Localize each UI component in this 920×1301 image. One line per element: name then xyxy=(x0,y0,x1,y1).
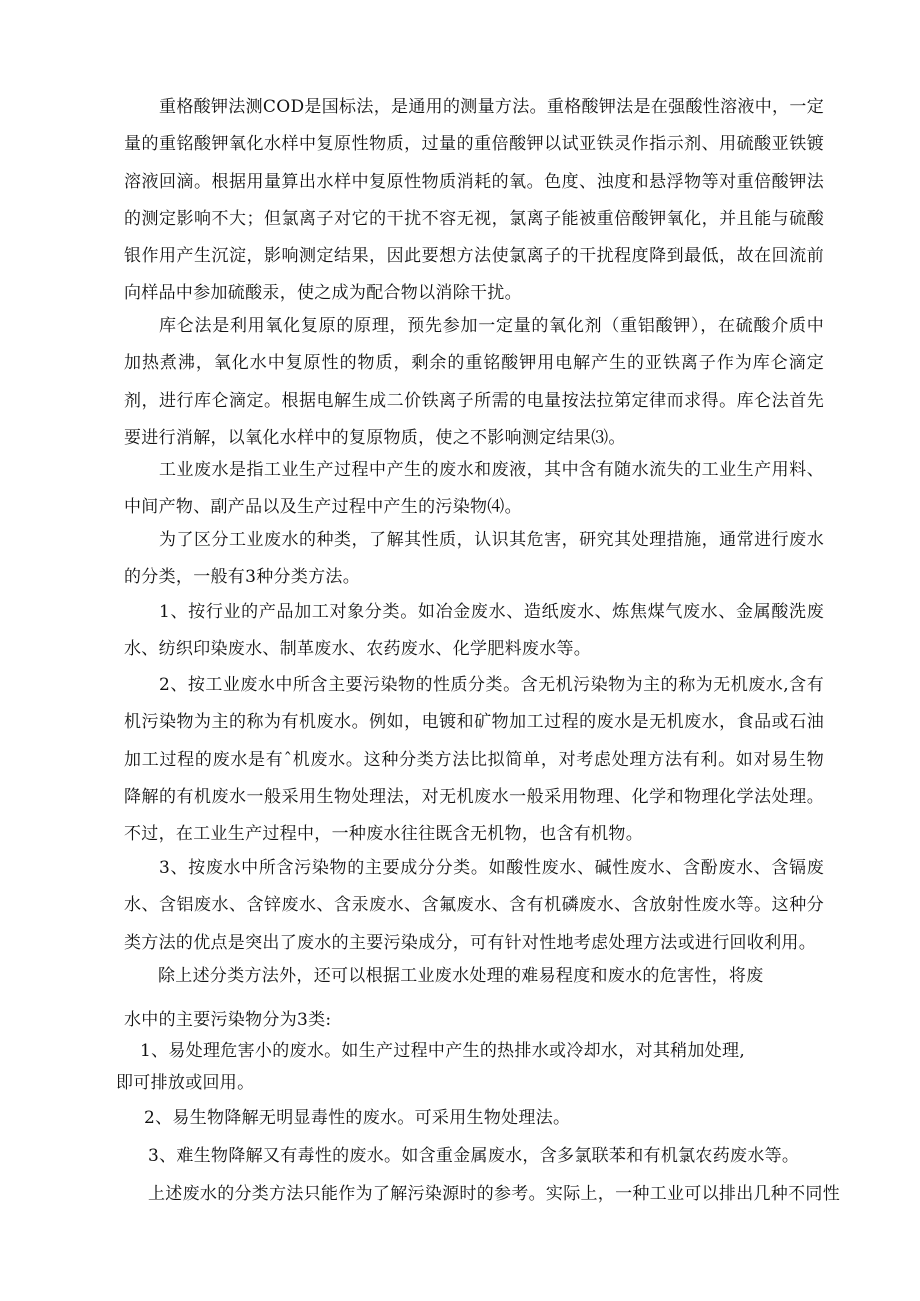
text-line: 3、难生物降解又有毒性的废水。如含重金属废水，含多氯联苯和有机氯农药废水等。 xyxy=(148,1146,800,1166)
text-line: 上述废水的分类方法只能作为了解污染源时的参考。实际上，一种工业可以排出几种不同性 xyxy=(148,1184,840,1204)
paragraph-cod-method: 重格酸钾法测COD是国标法，是通用的测量方法。重格酸钾法是在强酸性溶液中，一定量的重铭酸钾氧化水样中复原性物质，过量的重倍酸钾以试亚铁灵作指示剂、用硫酸亚铁镀溶液回滴。根据用量算出水样中复原性物质消耗的氧。色度、浊度和悬浮物等对重倍酸钾法的测定影响不大；但氯离子对它的干扰不容无视，氯离子能被重倍酸钾氧化，并且能与硫酸银作用产生沉淀，影响测定结果，因此要想方法使氯离子的干扰程度降到最低，故在回流前向样品中参加硫酸汞，使之成为配合物以消除干扰。 xyxy=(124,97,824,304)
paragraph-industrial-wastewater: 工业废水是指工业生产过程中产生的废水和废液，其中含有随水流失的工业生产用料、中间产物、副产品以及生产过程中产生的污染物⑷。 xyxy=(124,460,824,518)
text-line: 即可排放或回用。 xyxy=(116,1073,255,1093)
paragraph-classification-2: 2、按工业废水中所含主要污染物的性质分类。含无机污染物为主的称为无机废水,含有机污染物为主的称为有机废水。例如，电镀和矿物加工过程的废水是无机废水，食品或石油加工过程的废水是有ˆ机废水。这种分类方法比拟简单，对考虑处理方法有利。如对易生物降解的有机废水一般采用生物处理法，对无机废水一般采用物理、化学和物理化学法处理。不过，在工业生产过程中，一种废水往往既含无机物，也含有机物。 xyxy=(124,675,824,845)
paragraph-classification-3: 3、按废水中所含污染物的主要成分分类。如酸性废水、碱性废水、含酚废水、含镉废水、含铝废水、含锌废水、含汞废水、含氟废水、含有机磷废水、含放射性废水等。这种分类方法的优点是突出了废水的主要污染成分，可有针对性地考虑处理方法或进行回收利用。 xyxy=(124,858,824,953)
text-line: 2、易生物降解无明显毒性的废水。可采用生物处理法。 xyxy=(144,1108,571,1128)
text-line: 1、易处理危害小的废水。如生产过程中产生的热排水或冷却水，对其稍加处理, xyxy=(140,1041,746,1061)
paragraph-classification-intro: 为了区分工业废水的种类，了解其性质，认识其危害，研究其处理措施，通常进行废水的分类，一般有3种分类方法。 xyxy=(124,530,824,588)
paragraph-coulometry: 库仑法是利用氧化复原的原理，预先参加一定量的氧化剂（重铝酸钾），在硫酸介质中加热煮沸，氧化水中复原性的物质，剩余的重铭酸钾用电解产生的亚铁离子作为库仑滴定剂，进行库仑滴定。根据电解生成二价铁离子所需的电量按法拉第定律而求得。库仑法首先要进行消解，以氧化水样中的复原物质，使之不影响测定结果⑶。 xyxy=(124,316,824,448)
text-line: 除上述分类方法外，还可以根据工业废水处理的难易程度和废水的危害性，将废 xyxy=(158,966,764,986)
paragraph-classification-1: 1、按行业的产品加工对象分类。如冶金废水、造纸废水、炼焦煤气废水、金属酸洗废水、纺织印染废水、制革废水、农药废水、化学肥料废水等。 xyxy=(124,602,824,660)
text-line: 水中的主要污染物分为3类: xyxy=(124,1010,332,1030)
